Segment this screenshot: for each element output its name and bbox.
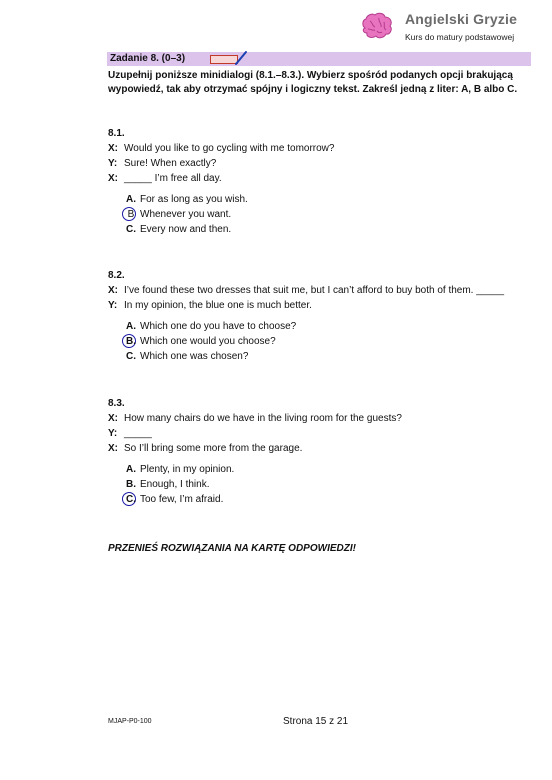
dialogue-text: _____ I’m free all day. [124, 173, 222, 184]
option-a[interactable] [108, 319, 538, 334]
option-letter: C. [126, 494, 136, 505]
option-letter: C. [126, 224, 136, 235]
option-text: Which one would you choose? [140, 336, 276, 347]
dialogue-text: _____ [124, 428, 152, 439]
speaker-label: X: [108, 173, 118, 184]
option-text: Which one was chosen? [140, 351, 249, 362]
speaker-label: X: [108, 443, 118, 454]
option-c[interactable] [108, 349, 538, 364]
option-a[interactable] [108, 192, 538, 207]
brand-logo [360, 10, 535, 50]
option-letter: A. [126, 464, 136, 475]
dialogue-text: Would you like to go cycling with me tomorrow? [124, 143, 335, 154]
option-text: Every now and then. [140, 224, 232, 235]
option-letter: C. [126, 351, 136, 362]
speaker-label: Y: [108, 158, 118, 169]
option-text: For as long as you wish. [140, 194, 248, 205]
item-number: 8.3. [108, 398, 125, 409]
option-text: Enough, I think. [140, 479, 210, 490]
dialogue-line [108, 441, 538, 456]
speaker-label: X: [108, 285, 118, 296]
option-text: Too few, I’m afraid. [140, 494, 224, 505]
speaker-label: Y: [108, 428, 118, 439]
transfer-note: PRZENIEŚ ROZWIĄZANIA NA KARTĘ ODPOWIEDZI! [108, 543, 356, 554]
task-title: Zadanie 8. (0–3) [110, 53, 186, 64]
option-b[interactable] [108, 477, 538, 492]
dialogue-text: So I’ll bring some more from the garage. [124, 443, 303, 454]
option-b[interactable] [108, 207, 538, 222]
dialogue-item [108, 397, 538, 507]
page-number: Strona 15 z 21 [283, 716, 349, 727]
task-instructions: Uzupełnij poniższe minidialogi (8.1.–8.3.). Wybierz spośród podanych opcji brakującą wypowiedź, tak aby otrzymać spójny i logiczny tekst. Zakreśl jedną z liter: A, B albo C. [108, 70, 518, 95]
option-b[interactable] [108, 334, 538, 349]
option-text: Plenty, in my opinion. [140, 464, 235, 475]
option-c[interactable] [108, 492, 538, 507]
option-c[interactable] [108, 222, 538, 237]
brand-title: Angielski Gryzie [405, 11, 518, 27]
speaker-label: X: [108, 413, 118, 424]
brain-icon [360, 12, 394, 42]
task-header-bar [107, 52, 531, 66]
pen-icon [233, 50, 249, 66]
option-letter: B. [126, 479, 136, 490]
dialogue-text: In my opinion, the blue one is much better. [124, 300, 312, 311]
option-letter: A. [126, 321, 136, 332]
option-a[interactable] [108, 462, 538, 477]
speaker-label: Y: [108, 300, 118, 311]
dialogue-text: I’ve found these two dresses that suit me, but I can’t afford to buy both of them. _____ [124, 285, 505, 296]
dialogue-item [108, 127, 538, 237]
option-letter: B. [126, 336, 136, 347]
option-letter: B [127, 209, 135, 220]
dialogue-line [108, 171, 538, 186]
dialogue-item [108, 269, 538, 364]
dialogue-line [108, 141, 538, 156]
item-number: 8.1. [108, 128, 125, 139]
dialogue-line [108, 298, 538, 313]
dialogue-line [108, 411, 538, 426]
brand-subtitle: Kurs do matury podstawowej [405, 32, 515, 42]
item-number: 8.2. [108, 270, 125, 281]
dialogue-text: Sure! When exactly? [124, 158, 217, 169]
speaker-label: X: [108, 143, 118, 154]
option-text: Which one do you have to choose? [140, 321, 297, 332]
dialogue-line [108, 426, 538, 441]
option-text: Whenever you want. [140, 209, 232, 220]
dialogue-line [108, 156, 538, 171]
footer-code: MJAP-P0-100 [108, 718, 152, 725]
dialogue-text: How many chairs do we have in the living room for the guests? [124, 413, 402, 424]
dialogue-line [108, 283, 538, 298]
option-letter: A. [126, 194, 136, 205]
